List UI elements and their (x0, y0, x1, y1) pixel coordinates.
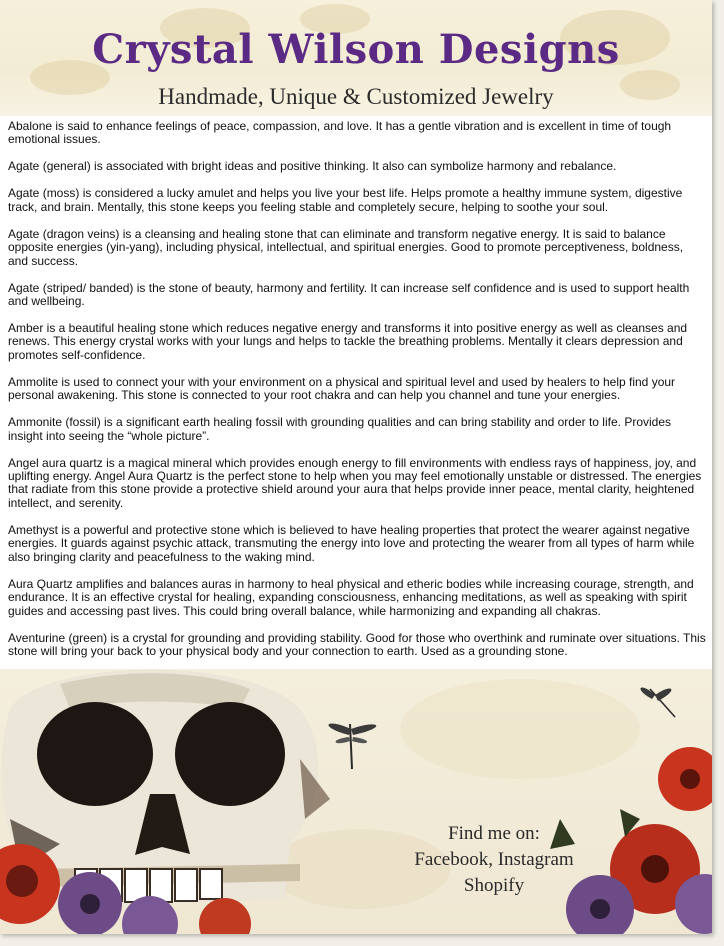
stone-amber: Amber is a beautiful healing stone which reduces negative energy and transforms it into positive energy as well as cleanses and renews. This energy crystal works with your lungs and helps to tackle the breathing problems. Mentally it clears depression and promotes self-confidence. (8, 321, 688, 362)
brand-tagline: Handmade, Unique & Customized Jewelry (158, 84, 554, 109)
platforms-line-1: Facebook, Instagram (414, 849, 574, 870)
header-banner (0, 0, 712, 116)
stone-ammolite: Ammolite is used to connect your with your environment on a physical and spiritual level and used by healers to help find your personal awakening. This stone is connected to your root chakra and can help you channel and tune your energies. (8, 374, 676, 403)
footer-banner (0, 669, 712, 934)
stone-descriptions (0, 116, 712, 669)
stone-angel-aura-quartz: Angel aura quartz is a magical mineral which provides enough energy to fill environments with endless rays of happiness, joy, and uplifting energy. Angel Aura Quartz is the perfect stone to help when you may feel emotionally unstable or distressed. The energies that radiate from this stone provide a protective shield around your aura that helps provide inner peace, mental clarity, heightened intellect, and serenity. (8, 455, 702, 510)
stone-ammonite: Ammonite (fossil) is a significant earth healing fossil with grounding qualities and can bring stability and order to life. Provides insight into seeing the “whole picture”. (8, 415, 672, 443)
dragonfly-small-icon (640, 687, 675, 717)
stone-agate-dragon-veins: Agate (dragon veins) is a cleansing and healing stone that can eliminate and transform negative energy. It is said to balance opposite energies (yin-yang), including physical, intellectual, and spiritual energies. Good to promote perceptiveness, boldness, and success. (8, 226, 684, 268)
stone-aventurine: Aventurine (green) is a crystal for grounding and providing stability. Good for those who overthink and ruminate over situations. This stone will bring your back to your physical body and your connection to earth. Used as a grounding stone. (8, 630, 706, 658)
platforms-line-2: Shopify (463, 875, 525, 896)
stone-agate-striped: Agate (striped/ banded) is the stone of beauty, harmony and fertility. It can increase self confidence and is used to support health and wellbeing. (8, 280, 690, 309)
dragonfly-icon (328, 723, 376, 769)
footer-artwork (0, 669, 712, 934)
stone-agate-moss: Agate (moss) is considered a lucky amulet and helps you live your best life. Helps promote a healthy immune system, digestive track, and brain. Mentally, this stone keeps you feeling stable and completely secure, helping to soothe your soul. (8, 186, 683, 214)
stone-aura-quartz: Aura Quartz amplifies and balances auras in harmony to heal physical and etheric bodies while increasing courage, strength, and endurance. It is an effective crystal for healing, expanding consciousness, enhancing meditations, as well as speaking with spirit guides and accessing past lives. This could bring overall balance, while harmonizing and expanding all chakras. (8, 576, 694, 618)
stone-amethyst: Amethyst is a powerful and protective stone which is believed to have healing properties that protect the wearer against negative energies. It guards against psychic attack, transmuting the energy into love and protecting the wearer from all types of harm while also bringing clarity and peacefulness to the waking mind. (8, 522, 695, 564)
stone-agate-general: Agate (general) is associated with bright ideas and positive thinking. It also can symbolize harmony and rebalance. (8, 159, 617, 174)
stone-abalone: Abalone is said to enhance feelings of peace, compassion, and love. It has a gentle vibration and is excellent in time of tough emotional issues. (8, 119, 672, 147)
brand-title: Crystal Wilson Designs (92, 26, 620, 73)
find-me-label: Find me on: (448, 823, 540, 844)
social-links (394, 821, 594, 899)
